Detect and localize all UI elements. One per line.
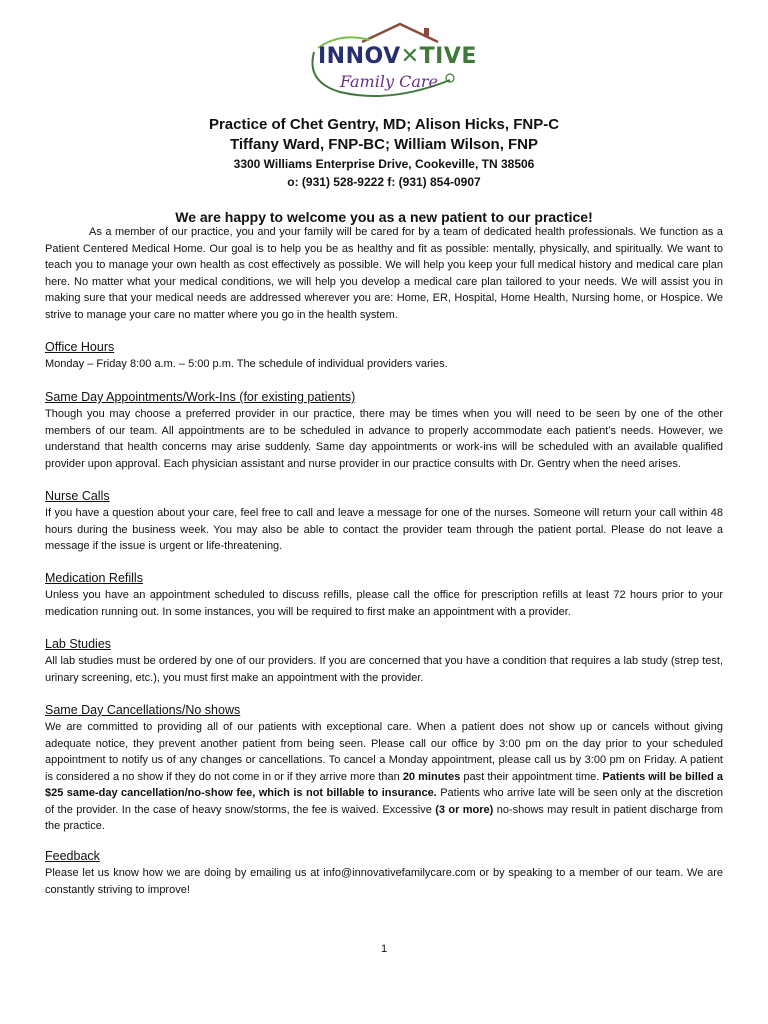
- medication-refills-section: [45, 570, 723, 620]
- practice-title-line2: Tiffany Ward, FNP-BC; William Wilson, FNP: [229, 136, 539, 153]
- office-hours-section: [45, 339, 723, 373]
- cancellations-bold-3: (3 or more): [435, 803, 494, 816]
- feedback-title: Feedback: [45, 849, 100, 863]
- cancellations-body: [45, 719, 723, 835]
- office-hours-body: Monday – Friday 8:00 a.m. – 5:00 p.m. The schedule of individual providers varies.: [45, 358, 448, 370]
- medication-refills-body: Unless you have an appointment scheduled to discuss refills, please call the office for prescription refills at least 72 hours prior to your medication running out. In some instances, you will be required to first make an appointment with a provider.: [45, 589, 723, 618]
- logo-figure-icon: ✕: [400, 44, 420, 69]
- feedback-section: [45, 848, 723, 898]
- lab-studies-title: Lab Studies: [45, 637, 112, 651]
- lab-studies-body: All lab studies must be ordered by one of our providers. If you are concerned that you have a condition that requires a lab study (strep test, urinary screening, etc.), you must first make an appointment with the provider.: [45, 655, 723, 684]
- cancellations-text-1: We are committed to providing all of our patients with exceptional care. When a patient does not show up or cancels without giving adequate notice, they prevent another patient from being seen. Please call our office by 3:00 pm on the day prior to your scheduled appointment to notify us of any changes or cancellations. To cancel a Monday appointment, please call us by 3:00 pm on Friday. A patient is considered a no show if they do not come in or if they arrive more than: [45, 721, 723, 783]
- cancellations-text-3: Patients who arrive late will be seen only at the discretion of the provider. In the case of heavy snow/storms, the fee is waived. Excessive: [45, 787, 723, 816]
- lab-studies-section: [45, 636, 723, 686]
- logo-family-care: Family Care: [340, 72, 438, 91]
- nurse-calls-body: If you have a question about your care, feel free to call and leave a message for one of the nurses. Someone will return your call within 48 hours during the business week. You may also be able to contact the provider team through the patient portal. Please do not leave a message if the issue is urgent or life-threatening.: [45, 507, 723, 552]
- page-number: 1: [380, 943, 388, 955]
- intro-paragraph: As a member of our practice, you and your family will be cared for by a team of dedicated health professionals. We function as a Patient Centered Medical Home. Our goal is to help you be as healthy and fit as possible: mentally, physically, and spiritually. We want to teach you to manage your own health as cost effectively as possible. We will help you keep your full medical history and medical care plan here. No matter what your medical conditions, we will help you develop a medical care plan tailored to your needs. We will assist you in making sure that your medical needs are addressed wherever you are: Home, ER, Hospital, Home Health, Nursing home, or Hospice. We strive to manage your care no matter where you go in the health system.: [45, 226, 723, 321]
- cancellations-section: [45, 702, 723, 835]
- feedback-body: Please let us know how we are doing by emailing us at info@innovativefamilycare.com or by speaking to a member of our team. We are constantly striving to improve!: [45, 867, 723, 896]
- logo-tive-text: TIVE: [419, 44, 477, 69]
- logo-innov-text: INNOV: [318, 44, 401, 69]
- cancellations-text-4: no-shows may result in patient discharge from the practice.: [45, 803, 723, 832]
- cancellations-title: Same Day Cancellations/No shows: [45, 703, 241, 717]
- same-day-body: Though you may choose a preferred provider in our practice, there may be times when you will need to be seen by one of the other members of our team. All appointments are to be scheduled in advance to properly accommodate each patient’s needs. However, we understand that health concerns may arise suddenly. Same day appointments or work-ins will be scheduled with an available qualified provider upon approval. Each physician assistant and nurse provider in our practice consults with Dr. Gentry when the need arises.: [45, 408, 723, 470]
- cancellations-bold-1: 20 minutes: [402, 770, 461, 783]
- nurse-calls-section: [45, 488, 723, 555]
- practice-logo: [300, 22, 477, 108]
- practice-title-line1: Practice of Chet Gentry, MD; Alison Hicks, FNP-C: [208, 116, 560, 133]
- same-day-section: [45, 389, 723, 472]
- nurse-calls-title: Nurse Calls: [45, 489, 110, 503]
- logo-wordmark: [318, 44, 477, 69]
- cancellations-bold-2: Patients will be billed a $25 same-day cancellation/no-show fee, which is not billable to insurance.: [45, 770, 723, 799]
- practice-address: 3300 Williams Enterprise Drive, Cookeville, TN 38506: [233, 157, 535, 171]
- same-day-title: Same Day Appointments/Work-Ins (for existing patients): [45, 390, 356, 404]
- welcome-heading: We are happy to welcome you as a new patient to our practice!: [175, 209, 593, 225]
- cancellations-text-2: past their appointment time.: [460, 770, 603, 783]
- office-hours-title: Office Hours: [45, 340, 115, 354]
- practice-phone: o: (931) 528-9222 f: (931) 854-0907: [287, 175, 481, 189]
- medication-refills-title: Medication Refills: [45, 571, 143, 585]
